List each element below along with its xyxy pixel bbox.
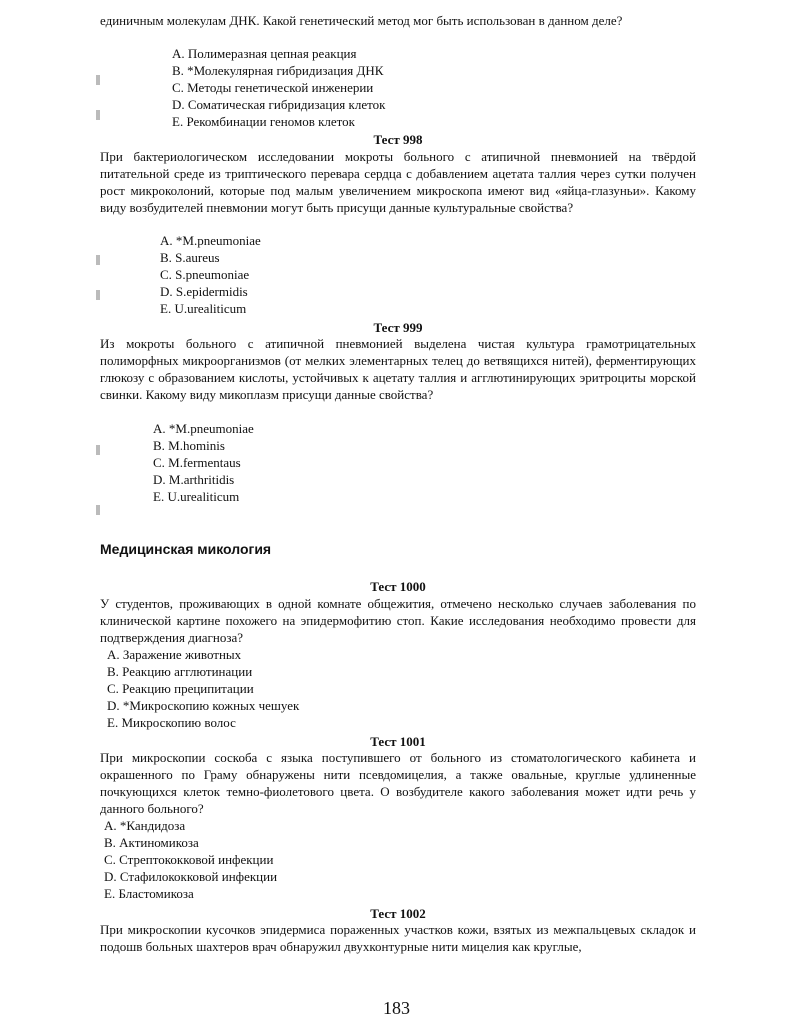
test-998-options: [160, 232, 261, 317]
test-1002-title: Тест 1002: [370, 906, 426, 921]
option-d: D. Стафилококковой инфекции: [104, 869, 278, 884]
test-998-title: Тест 998: [373, 132, 423, 147]
test-999-options: [153, 420, 254, 505]
option-a: A. *M.pneumoniae: [153, 421, 254, 436]
option-e: E. Микроскопию волос: [107, 715, 236, 730]
option-c: C. Реакцию преципитации: [107, 681, 254, 696]
option-a: A. *M.pneumoniae: [160, 233, 261, 248]
option-a: A. Полимеразная цепная реакция: [172, 46, 357, 61]
test-1002-question: При микроскопии кусочков эпидермиса пораженных участков кожи, взятых из межпальцевых складок и подошв больных шахтеров врач обнаружил двухконтурные нити мицелия как круглые,: [100, 922, 696, 954]
test-998-question: При бактериологическом исследовании мокроты больного с атипичной пневмонией на твёрдой питательной среде из триптического перевара сердца с добавлением ацетата таллия через сутки получен рост микроколоний, которые под малым увеличением микроскопа имеют вид «яйца-глазуньи». Какому виду возбудителей пневмонии могут быть присущи данные культуральные свойства?: [100, 149, 696, 215]
option-c: C. S.pneumoniae: [160, 267, 250, 282]
option-b: B. Реакцию агглютинации: [107, 664, 253, 679]
test-1000-options: [107, 646, 299, 731]
test-999-question: Из мокроты больного с атипичной пневмонией выделена чистая культура грамотрицательных полиморфных микроорганизмов (от мелких элементарных телец до ветвящихся нитей), ферментирующих глюкозу с образованием кислоты, устойчивых к ацетату таллия и агглютинирующих эритроциты морской свинки. Какому виду микоплазм присущи данные свойства?: [100, 336, 696, 402]
scan-mark: [96, 110, 100, 120]
scan-mark: [96, 445, 100, 455]
test-999-title: Тест 999: [373, 320, 423, 335]
option-b: B. S.aureus: [160, 250, 220, 265]
option-e: E. U.urealiticum: [153, 489, 240, 504]
page-number: 183: [383, 998, 410, 1018]
option-d: D. Соматическая гибридизация клеток: [172, 97, 386, 112]
option-c: C. M.fermentaus: [153, 455, 241, 470]
option-d: D. S.epidermidis: [160, 284, 248, 299]
test-1000-title: Тест 1000: [370, 579, 426, 594]
scan-mark: [96, 75, 100, 85]
intro-options: [172, 45, 385, 130]
option-a: A. Заражение животных: [107, 647, 242, 662]
scan-mark: [96, 505, 100, 515]
test-1001-title: Тест 1001: [370, 734, 426, 749]
test-1001-question: При микроскопии соскоба с языка поступившего от больного из стоматологического кабинета и окрашенного по Граму обнаружены нити псевдомицелия, а также овальные, круглые удлиненные почкующихся клеток темно-фиолетового цвета. О возбудителе какого заболевания может идти речь у данного больного?: [100, 750, 696, 816]
scan-mark: [96, 255, 100, 265]
option-d: D. M.arthritidis: [153, 472, 235, 487]
option-e: E. U.urealiticum: [160, 301, 247, 316]
test-1001-options: [104, 817, 277, 902]
option-a: A. *Кандидоза: [104, 818, 186, 833]
option-b: B. M.hominis: [153, 438, 225, 453]
option-c: C. Методы генетической инженерии: [172, 80, 374, 95]
test-1000-question: У студентов, проживающих в одной комнате общежития, отмечено несколько случаев заболевания по клинической картине похожего на эпидермофитию стоп. Какие исследования необходимо провести для подтверждения диагноза?: [100, 596, 696, 645]
option-b: B. Актиномикоза: [104, 835, 199, 850]
section-heading: Медицинская микология: [100, 541, 272, 557]
intro-question-text: единичным молекулам ДНК. Какой генетический метод мог быть использован в данном деле?: [100, 13, 623, 28]
option-d: D. *Микроскопию кожных чешуек: [107, 698, 300, 713]
option-e: E. Бластомикоза: [104, 886, 194, 901]
scan-mark: [96, 290, 100, 300]
option-c: C. Стрептококковой инфекции: [104, 852, 274, 867]
option-e: E. Рекомбинации геномов клеток: [172, 114, 355, 129]
option-b: B. *Молекулярная гибридизация ДНК: [172, 63, 384, 78]
